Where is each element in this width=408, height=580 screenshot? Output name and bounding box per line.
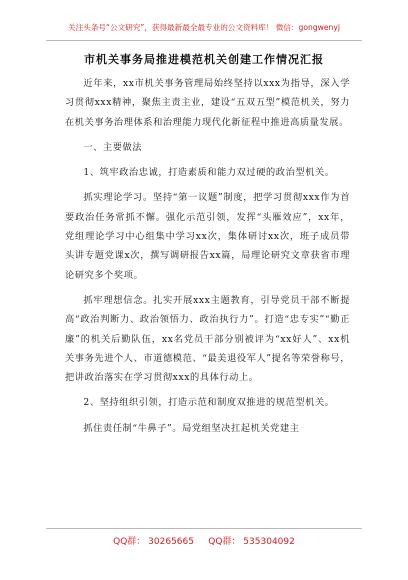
header-banner: 关注头条号“公文研究”，获得最新最全最专业的公文资料库！ 微信：gongwenyj <box>68 23 340 32</box>
paragraph-theory-study: 抓实理论学习。坚持“第一议题”制度，把学习贯彻xxx作为首要政治任务常抓不懈。强化示范引领，发挥“头雁效应”，xx年，党组理论学习中心组集中学习xx次，集体研讨xx次，班子成员带头讲专题党课x次，撰写调研报告xx篇，局理论研究文章获省市理论研究多个奖项。 <box>65 192 350 281</box>
header-divider <box>46 40 362 41</box>
paragraph-ideals-beliefs: 抓牢理想信念。扎实开展xxx主题教育，引导党员干部不断提高“政治判断力、政治领悟力、政治执行力”。打造“忠专实”“勤正廉”的机关后勤队伍，xx名党员干部分别被评为“xx好人”、xx机关事务先进个人、市道德模范、“最美退役军人”提名等荣誉称号，把讲政治落实在学习贯彻xxx的具体行动上。 <box>65 294 350 384</box>
section-heading-main-practices: 一、主要做法 <box>83 141 143 153</box>
footer-contact: QQ群： 30265665 QQ群： 535304092 <box>113 537 295 547</box>
footer-divider <box>46 528 362 529</box>
subsection-heading-political: 1、筑牢政治忠诚，打造素质和能力双过硬的政治型机关。 <box>83 167 335 179</box>
document-body <box>65 74 350 444</box>
paragraph-responsibility: 抓住责任制“牛鼻子”。局党组坚决扛起机关党建主 <box>83 422 300 434</box>
paragraph-intro: 近年来，xx市机关事务管理局始终坚持以xxx为指导，深入学习贯彻xxx精神，聚焦主责主业，建设“五双五型”模范机关，努力在机关事务治理体系和治理能力现代化新征程中推进高质量发展。 <box>65 78 350 128</box>
document-title: 市机关事务局推进模范机关创建工作情况汇报 <box>84 53 324 66</box>
subsection-heading-organization: 2、坚持组织引领，打造示范和制度双推进的规范型机关。 <box>83 397 335 409</box>
